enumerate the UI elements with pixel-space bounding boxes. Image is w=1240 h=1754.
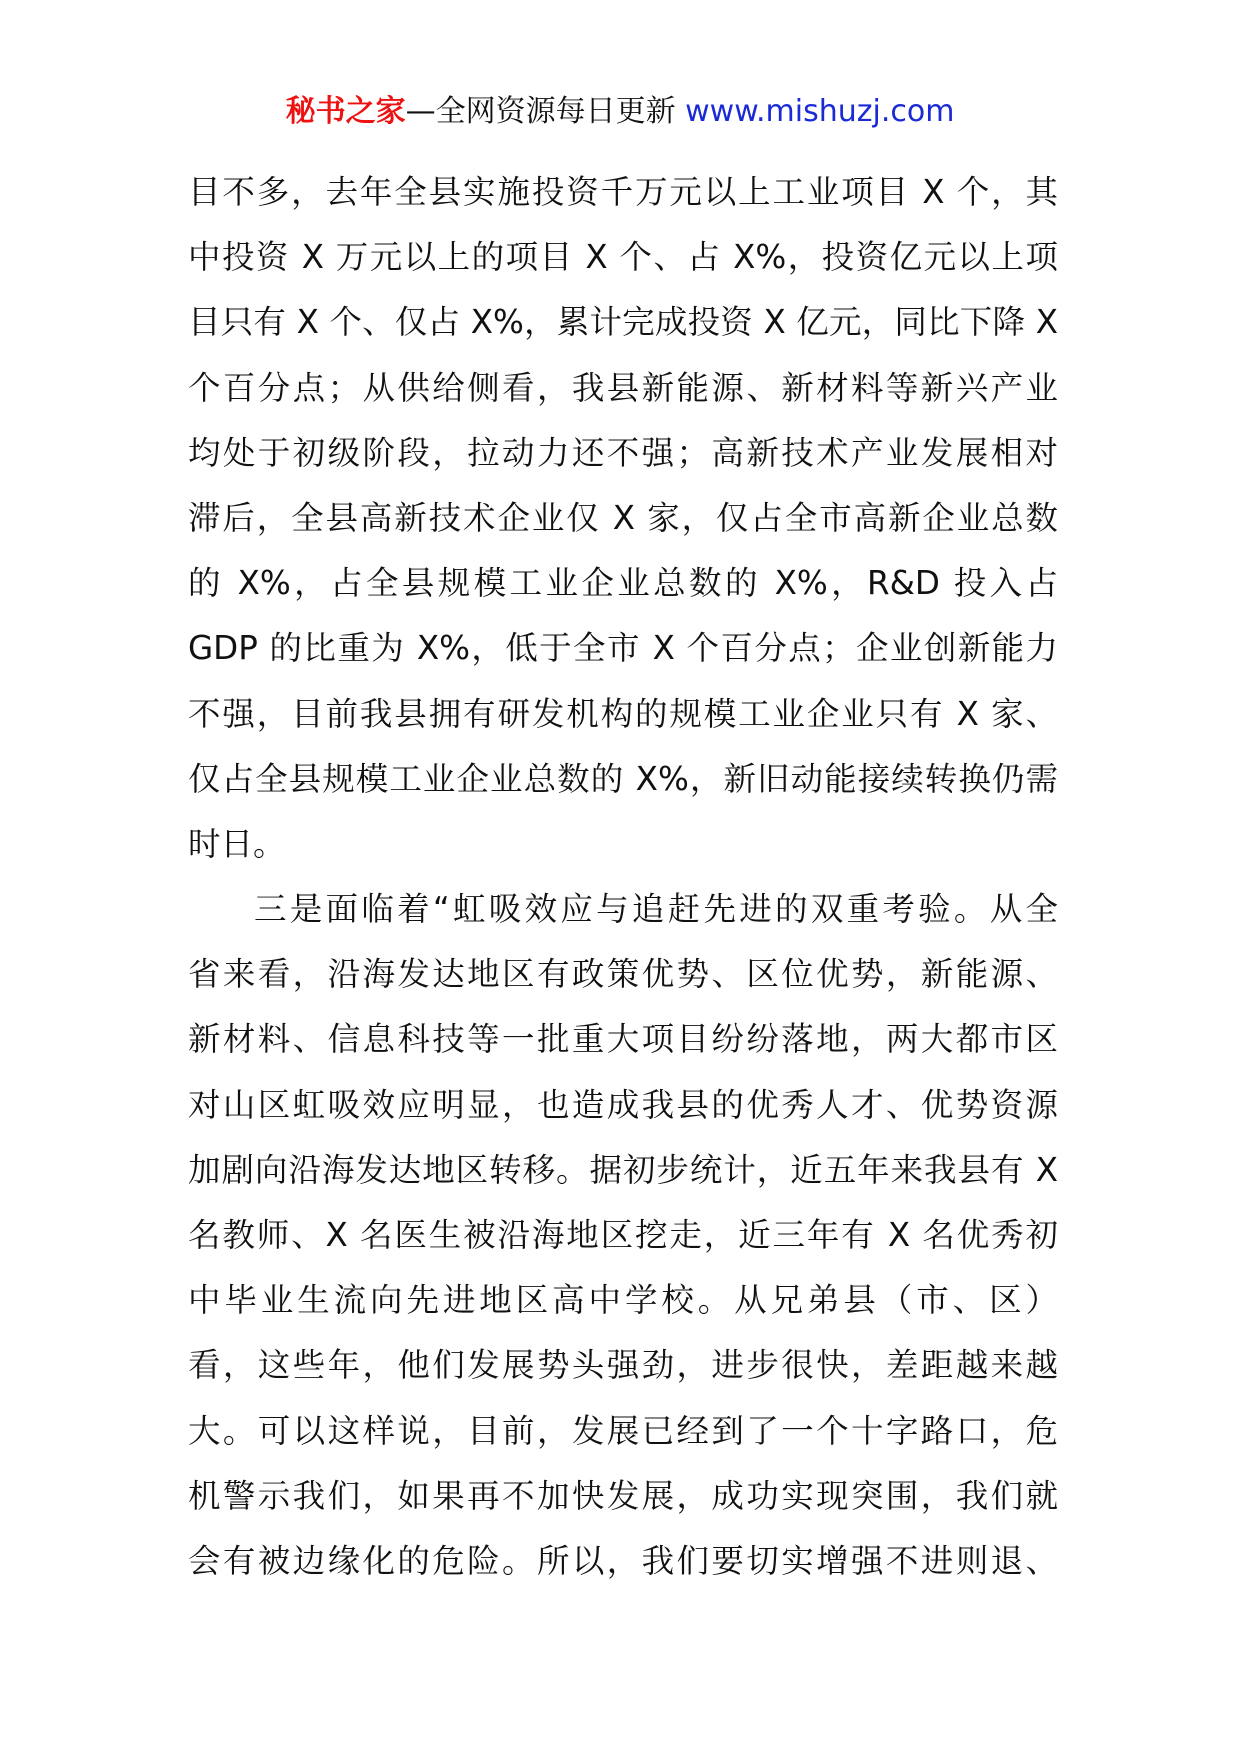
text-line: 机警示我们，如果再不加快发展，成功实现突围，我们就 [188,1476,1058,1515]
paragraph [188,877,1058,1594]
text-line: 三是面临着“虹吸效应与追赶先进的双重考验。从全 [254,890,1058,929]
text-line: 均处于初级阶段，拉动力还不强；高新技术产业发展相对 [188,433,1058,472]
text-line: 中投资 X 万元以上的项目 X 个、占 X%，投资亿元以上项 [188,238,1058,277]
text-line: 目只有 X 个、仅占 X%，累计完成投资 X 亿元，同比下降 X [188,303,1058,342]
text-line: 名教师、X 名医生被沿海地区挖走，近三年有 X 名优秀初 [188,1216,1058,1254]
text-line: 看，这些年，他们发展势头强劲，进步很快，差距越来越 [188,1346,1058,1385]
text-line: 对山区虹吸效应明显，也造成我县的优秀人才、优势资源 [188,1085,1058,1124]
header-slogan: —全网资源每日更新 [405,94,676,129]
text-line: 仅占全县规模工业企业总数的 X%，新旧动能接续转换仍需 [188,759,1058,798]
text-line: 大。可以这样说，目前，发展已经到了一个十字路口，危 [188,1411,1058,1450]
text-line: 会有被边缘化的危险。所以，我们要切实增强不进则退、 [188,1541,1058,1580]
text-line: 滞后，全县高新技术企业仅 X 家，仅占全市高新企业总数 [188,498,1058,537]
text-line: 目不多，去年全县实施投资千万元以上工业项目 X 个，其 [188,173,1058,211]
paragraph [188,160,1058,877]
page-header [0,92,1240,132]
text-line: 省来看，沿海发达地区有政策优势、区位优势，新能源、 [188,955,1058,994]
text-line: 不强，目前我县拥有研发机构的规模工业企业只有 X 家、 [188,694,1058,733]
document-body [188,160,1058,1594]
brand-name: 秘书之家 [285,94,406,129]
text-line: 中毕业生流向先进地区高中学校。从兄弟县（市、区） [188,1281,1058,1320]
site-url-link[interactable]: www.mishuzj.com [685,94,955,129]
text-line: 加剧向沿海发达地区转移。据初步统计，近五年来我县有 X [188,1150,1058,1189]
text-line: GDP 的比重为 X%，低于全市 X 个百分点；企业创新能力 [188,629,1058,668]
text-line: 个百分点；从供给侧看，我县新能源、新材料等新兴产业 [188,368,1058,407]
text-line: 新材料、信息科技等一批重大项目纷纷落地，两大都市区 [188,1020,1058,1059]
text-line: 时日。 [188,824,286,863]
text-line: 的 X%，占全县规模工业企业总数的 X%，R&D 投入占 [188,564,1058,603]
